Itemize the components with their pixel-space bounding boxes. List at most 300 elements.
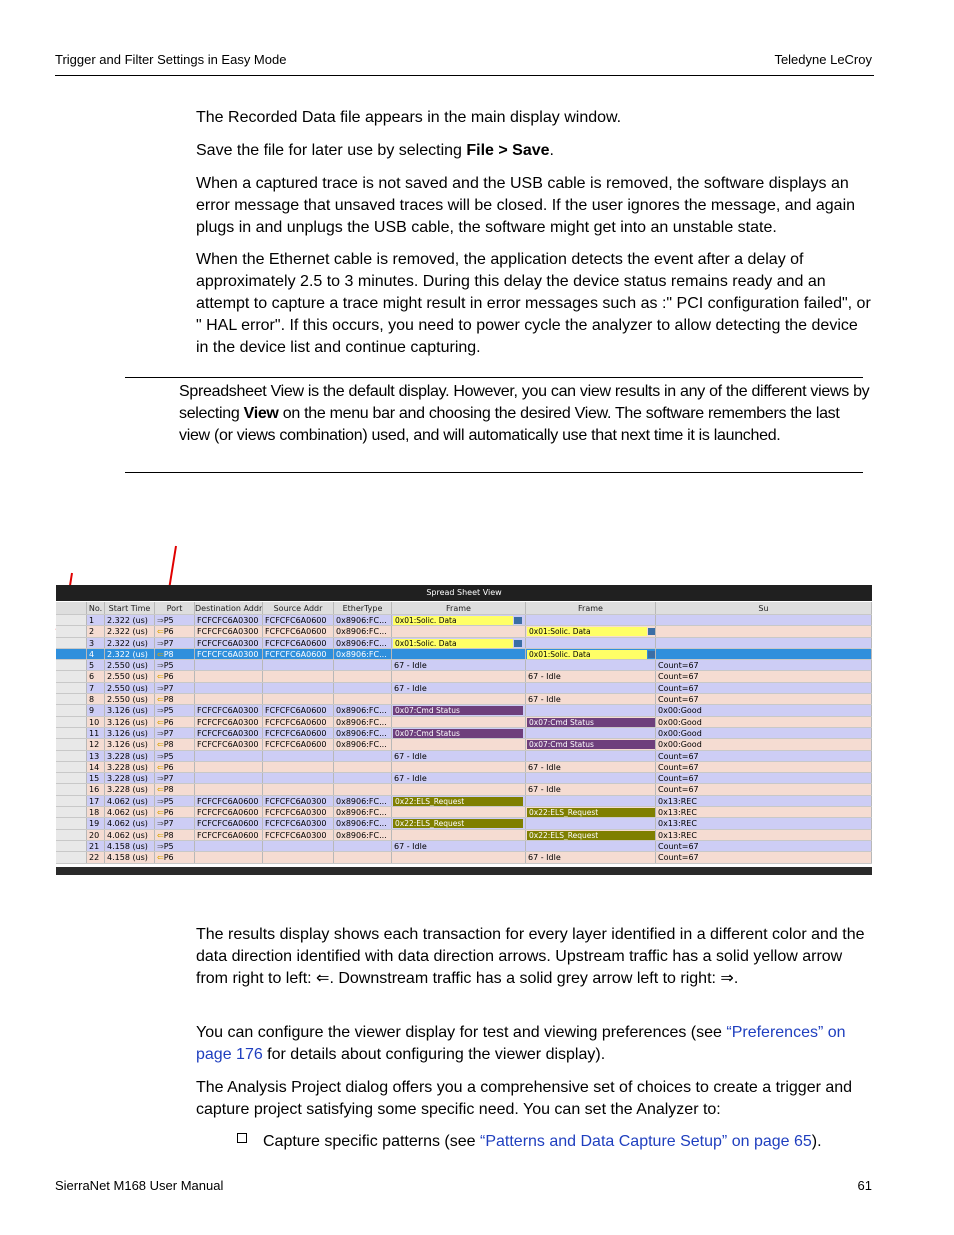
row-marker [56, 626, 87, 636]
upstream-arrow-icon: ⇐ [157, 740, 164, 750]
summary-cell: 0x00:Good [656, 728, 872, 738]
table-row[interactable] [56, 683, 872, 694]
destination-address: FCFCFC6A0600 [195, 807, 263, 817]
frame-cell [526, 852, 656, 862]
paragraph-recorded-data: The Recorded Data file appears in the main display window. [196, 109, 622, 126]
row-marker [56, 694, 87, 704]
packet-number: 9 [87, 705, 105, 715]
column-header[interactable]: Frame [526, 602, 656, 614]
frame-cell [392, 762, 526, 772]
frame-cell [392, 852, 526, 862]
table-row[interactable] [56, 852, 872, 863]
frame-cell [526, 649, 656, 659]
patterns-link[interactable]: “Patterns and Data Capture Setup” on page 65 [480, 1133, 812, 1150]
summary-cell [656, 638, 872, 648]
downstream-arrow-icon: ⇒ [157, 774, 164, 784]
row-marker [56, 807, 87, 817]
start-time: 3.228 (us) [105, 784, 155, 794]
packet-number: 17 [87, 796, 105, 806]
port-cell [155, 626, 195, 636]
destination-address [195, 751, 263, 761]
frame-cell [392, 784, 526, 794]
row-marker [56, 739, 87, 749]
frame-cell [392, 649, 526, 659]
destination-address [195, 683, 263, 693]
frame-cell [392, 818, 526, 828]
start-time: 2.550 (us) [105, 683, 155, 693]
table-row[interactable] [56, 717, 872, 728]
ether-type [334, 683, 392, 693]
port-cell [155, 773, 195, 783]
destination-address: FCFCFC6A0300 [195, 638, 263, 648]
frame-cell [526, 818, 656, 828]
port-label: P6 [163, 717, 174, 727]
frame-cell [392, 739, 526, 749]
spreadsheet-header-row [56, 602, 872, 615]
row-marker [56, 818, 87, 828]
summary-cell: Count=67 [656, 841, 872, 851]
row-marker [56, 728, 87, 738]
packet-number: 11 [87, 728, 105, 738]
destination-address: FCFCFC6A0300 [195, 626, 263, 636]
summary-cell: Count=67 [656, 683, 872, 693]
destination-address: FCFCFC6A0300 [195, 728, 263, 738]
table-row[interactable] [56, 626, 872, 637]
packet-number: 19 [87, 818, 105, 828]
port-cell [155, 751, 195, 761]
downstream-arrow-icon: ⇒ [157, 751, 164, 761]
ether-type [334, 694, 392, 704]
frame-cell [526, 762, 656, 772]
summary-cell: 0x13:REC [656, 807, 872, 817]
row-marker [56, 784, 87, 794]
frame-cell [392, 694, 526, 704]
start-time: 2.322 (us) [105, 649, 155, 659]
port-label: P7 [163, 774, 174, 784]
row-marker [56, 649, 87, 659]
start-time: 3.228 (us) [105, 751, 155, 761]
column-header-marker [56, 602, 87, 614]
summary-cell [656, 649, 872, 659]
destination-address [195, 762, 263, 772]
ether-type [334, 660, 392, 670]
port-cell [155, 739, 195, 749]
frame-cell [392, 841, 526, 851]
frame-cell [392, 796, 526, 806]
frame-tag[interactable]: 0x07:Cmd Status [527, 740, 656, 749]
port-label: P6 [163, 627, 174, 637]
table-row[interactable] [56, 784, 872, 795]
summary-cell: 0x00:Good [656, 717, 872, 727]
frame-cell [392, 717, 526, 727]
downstream-arrow-icon: ⇒ [157, 661, 164, 671]
start-time: 3.228 (us) [105, 762, 155, 772]
summary-cell [656, 615, 872, 625]
frame-cell [526, 683, 656, 693]
port-cell [155, 728, 195, 738]
upstream-arrow-icon: ⇐ [157, 830, 164, 840]
source-address [263, 841, 334, 851]
summary-cell: 0x00:Good [656, 705, 872, 715]
ether-type [334, 841, 392, 851]
port-label: P6 [163, 762, 174, 772]
expand-icon[interactable] [514, 640, 522, 647]
port-cell [155, 683, 195, 693]
packet-number: 5 [87, 660, 105, 670]
summary-cell: 0x13:REC [656, 818, 872, 828]
port-cell [155, 784, 195, 794]
source-address: FCFCFC6A0300 [263, 807, 334, 817]
column-header[interactable]: Source Addr [263, 602, 334, 614]
spreadsheet-grid [56, 602, 872, 864]
source-address: FCFCFC6A0600 [263, 728, 334, 738]
port-cell [155, 852, 195, 862]
packet-number: 3 [87, 638, 105, 648]
expand-icon[interactable] [648, 651, 656, 658]
frame-cell [526, 784, 656, 794]
running-header-title: Trigger and Filter Settings in Easy Mode [55, 52, 287, 67]
source-address: FCFCFC6A0600 [263, 615, 334, 625]
frame-cell [392, 705, 526, 715]
port-cell [155, 660, 195, 670]
row-marker [56, 751, 87, 761]
frame-cell [526, 830, 656, 840]
start-time: 4.158 (us) [105, 841, 155, 851]
port-label: P5 [163, 796, 174, 806]
ether-type: 0x8906:FC... [334, 728, 392, 738]
summary-cell: Count=67 [656, 694, 872, 704]
ether-type [334, 773, 392, 783]
destination-address [195, 660, 263, 670]
downstream-arrow-icon: ⇒ [157, 728, 164, 738]
paragraph-usb-cable: When a captured trace is not saved and the USB cable is removed, the software displays an error message that unsaved traces will be closed. If the user ignores the message, and again plugs in and unplugs the USB cable, the software might get into an unstable state. [196, 175, 856, 236]
frame-cell [392, 807, 526, 817]
ether-type: 0x8906:FC... [334, 739, 392, 749]
start-time: 4.062 (us) [105, 818, 155, 828]
column-header[interactable]: Start Time [105, 602, 155, 614]
summary-cell: 0x13:REC [656, 796, 872, 806]
frame-tag[interactable]: 0x07:Cmd Status [393, 729, 523, 738]
menu-path-file-save: File > Save [466, 142, 550, 159]
start-time: 4.062 (us) [105, 796, 155, 806]
destination-address: FCFCFC6A0300 [195, 649, 263, 659]
port-cell [155, 762, 195, 772]
port-cell [155, 638, 195, 648]
frame-cell [392, 671, 526, 681]
table-row[interactable] [56, 818, 872, 829]
ether-type [334, 852, 392, 862]
packet-number: 12 [87, 739, 105, 749]
source-address [263, 751, 334, 761]
start-time: 2.550 (us) [105, 660, 155, 670]
packet-number: 2 [87, 626, 105, 636]
ether-type: 0x8906:FC... [334, 638, 392, 648]
row-marker [56, 705, 87, 715]
destination-address [195, 694, 263, 704]
packet-number: 20 [87, 830, 105, 840]
preferences-link[interactable]: “Preferences” on page 176 [196, 1024, 846, 1063]
port-cell [155, 694, 195, 704]
summary-cell: Count=67 [656, 660, 872, 670]
source-address [263, 671, 334, 681]
frame-cell [392, 751, 526, 761]
start-time: 4.062 (us) [105, 830, 155, 840]
frame-cell [526, 615, 656, 625]
port-label: P7 [163, 728, 174, 738]
port-label: P7 [163, 638, 174, 648]
frame-tag[interactable]: 0x07:Cmd Status [393, 706, 523, 715]
source-address [263, 762, 334, 772]
frame-tag[interactable]: 67 - Idle [394, 661, 427, 671]
port-label: P8 [163, 830, 174, 840]
port-cell [155, 807, 195, 817]
spreadsheet-title-bar: Spread Sheet View [56, 585, 872, 601]
frame-tag[interactable]: 0x22:ELS_Request [393, 819, 523, 828]
table-row[interactable] [56, 841, 872, 852]
frame-tag[interactable]: 0x22:ELS_Request [527, 808, 656, 817]
source-address: FCFCFC6A0600 [263, 638, 334, 648]
frame-cell [526, 638, 656, 648]
destination-address: FCFCFC6A0300 [195, 705, 263, 715]
packet-number: 1 [87, 615, 105, 625]
frame-cell [392, 660, 526, 670]
upstream-arrow-icon: ⇐ [157, 649, 164, 659]
start-time: 3.126 (us) [105, 717, 155, 727]
ether-type: 0x8906:FC... [334, 830, 392, 840]
ether-type [334, 751, 392, 761]
frame-tag[interactable]: 67 - Idle [394, 774, 427, 784]
paragraph-results-display: The results display shows each transaction for every layer identified in a different color and the data direction identified with data direction arrows. Upstream traffic has a solid yellow arrow from right to left: ⇐. Downstream traffic has a solid grey arrow left to right: ⇒. [196, 926, 865, 987]
table-row[interactable] [56, 728, 872, 739]
packet-number: 8 [87, 694, 105, 704]
table-row[interactable] [56, 705, 872, 716]
frame-cell [526, 728, 656, 738]
ether-type: 0x8906:FC... [334, 717, 392, 727]
frame-tag[interactable]: 67 - Idle [528, 785, 561, 795]
bullet-capture-patterns: Capture specific patterns (see “Patterns and Data Capture Setup” on page 65). [263, 1133, 822, 1150]
start-time: 4.062 (us) [105, 807, 155, 817]
table-row[interactable] [56, 615, 872, 626]
table-row[interactable] [56, 660, 872, 671]
table-row[interactable] [56, 638, 872, 649]
frame-tag[interactable]: 0x22:ELS_Request [393, 797, 523, 806]
frame-tag[interactable]: 0x01:Solic. Data [393, 616, 513, 625]
frame-cell [526, 739, 656, 749]
source-address: FCFCFC6A0300 [263, 796, 334, 806]
start-time: 3.126 (us) [105, 739, 155, 749]
downstream-arrow-icon: ⇒ [157, 683, 164, 693]
upstream-arrow-icon: ⇐ [157, 717, 164, 727]
expand-icon[interactable] [648, 628, 656, 635]
column-header[interactable]: EtherType [334, 602, 392, 614]
frame-cell [526, 751, 656, 761]
upstream-arrow-icon: ⇐ [157, 695, 164, 705]
summary-cell: 0x00:Good [656, 739, 872, 749]
table-row[interactable] [56, 830, 872, 841]
start-time: 2.550 (us) [105, 671, 155, 681]
frame-cell [392, 615, 526, 625]
summary-cell: Count=67 [656, 784, 872, 794]
horizontal-scrollbar[interactable] [56, 867, 872, 875]
source-address: FCFCFC6A0600 [263, 649, 334, 659]
row-marker [56, 660, 87, 670]
port-label: P8 [163, 649, 174, 659]
column-header[interactable]: Port [155, 602, 195, 614]
paragraph-analysis-project: The Analysis Project dialog offers you a comprehensive set of choices to create a trigger and capture project satisfying some specific need. You can set the Analyzer to: [196, 1079, 853, 1118]
ether-type: 0x8906:FC... [334, 807, 392, 817]
start-time: 2.322 (us) [105, 638, 155, 648]
ether-type: 0x8906:FC... [334, 615, 392, 625]
port-cell [155, 671, 195, 681]
frame-tag[interactable]: 0x22:ELS_Request [527, 831, 656, 840]
frame-cell [526, 660, 656, 670]
ether-type: 0x8906:FC... [334, 705, 392, 715]
source-address: FCFCFC6A0600 [263, 739, 334, 749]
ether-type [334, 784, 392, 794]
frame-tag[interactable]: 0x01:Solic. Data [393, 639, 513, 648]
table-row[interactable] [56, 694, 872, 705]
table-row[interactable] [56, 649, 872, 660]
table-row[interactable] [56, 796, 872, 807]
upstream-arrow-icon: ⇐ [157, 762, 164, 772]
summary-cell [656, 626, 872, 636]
frame-cell [526, 671, 656, 681]
source-address [263, 694, 334, 704]
column-header[interactable]: Destination Addr [195, 604, 263, 613]
packet-number: 15 [87, 773, 105, 783]
paragraph-configure-viewer: You can configure the viewer display for test and viewing preferences (see “Preferences” on page 176 for details about configuring the viewer display). [196, 1024, 846, 1063]
frame-tag[interactable]: 67 - Idle [394, 683, 427, 693]
summary-cell: Count=67 [656, 773, 872, 783]
running-header-company: Teledyne LeCroy [774, 52, 872, 67]
start-time: 3.126 (us) [105, 705, 155, 715]
summary-cell: Count=67 [656, 762, 872, 772]
upstream-arrow-icon: ⇐ [157, 627, 164, 637]
destination-address [195, 671, 263, 681]
destination-address [195, 784, 263, 794]
port-label: P5 [163, 706, 174, 716]
row-marker [56, 796, 87, 806]
destination-address: FCFCFC6A0600 [195, 818, 263, 828]
view-menu-term: View [243, 405, 279, 422]
frame-cell [526, 705, 656, 715]
ether-type [334, 671, 392, 681]
port-label: P8 [163, 740, 174, 750]
summary-cell: Count=67 [656, 852, 872, 862]
paragraph-ethernet-cable: When the Ethernet cable is removed, the application detects the event after a delay of approximately 2.5 to 3 minutes. During this delay the device status remains ready and an attempt to capture a trace might result in error messages such as :" PCI configuration failed", or " HAL error". If this occurs, you need to power cycle the analyzer to allow detecting the device in the device list and continue capturing. [196, 251, 871, 356]
frame-tag[interactable]: 0x01:Solic. Data [527, 650, 647, 659]
source-address: FCFCFC6A0300 [263, 830, 334, 840]
source-address [263, 852, 334, 862]
port-label: P8 [163, 695, 174, 705]
frame-cell [392, 638, 526, 648]
row-marker [56, 762, 87, 772]
downstream-arrow-icon: ⇒ [157, 638, 164, 648]
frame-cell [392, 626, 526, 636]
table-row[interactable] [56, 671, 872, 682]
frame-tag[interactable]: 67 - Idle [528, 762, 561, 772]
destination-address: FCFCFC6A0300 [195, 615, 263, 625]
upstream-arrow-icon: ⇐ [157, 785, 164, 795]
port-label: P6 [163, 808, 174, 818]
row-marker [56, 717, 87, 727]
paragraph-save-file: Save the file for later use by selecting File > Save. [196, 142, 554, 159]
ether-type: 0x8906:FC... [334, 649, 392, 659]
port-label: P7 [163, 819, 174, 829]
frame-tag[interactable]: 67 - Idle [528, 672, 561, 682]
row-marker [56, 638, 87, 648]
start-time: 2.550 (us) [105, 694, 155, 704]
frame-cell [526, 717, 656, 727]
table-row[interactable] [56, 762, 872, 773]
table-row[interactable] [56, 751, 872, 762]
frame-tag[interactable]: 67 - Idle [528, 695, 561, 705]
destination-address: FCFCFC6A0300 [195, 717, 263, 727]
frame-tag[interactable]: 0x07:Cmd Status [527, 718, 656, 727]
destination-address: FCFCFC6A0600 [195, 796, 263, 806]
packet-number: 4 [87, 649, 105, 659]
downstream-arrow-icon: ⇒ [157, 796, 164, 806]
packet-number: 6 [87, 671, 105, 681]
start-time: 3.126 (us) [105, 728, 155, 738]
upstream-arrow-icon: ⇐ [157, 672, 164, 682]
column-header[interactable]: No. [87, 602, 105, 614]
column-header[interactable]: Su [656, 602, 872, 614]
frame-tag[interactable]: 67 - Idle [394, 841, 427, 851]
table-row[interactable] [56, 773, 872, 784]
packet-number: 14 [87, 762, 105, 772]
source-address [263, 784, 334, 794]
downstream-arrow-icon: ⇒ [157, 819, 164, 829]
packet-number: 18 [87, 807, 105, 817]
column-header[interactable]: Frame [392, 602, 526, 614]
port-cell [155, 705, 195, 715]
start-time: 4.158 (us) [105, 852, 155, 862]
frame-cell [526, 773, 656, 783]
port-cell [155, 830, 195, 840]
row-marker [56, 683, 87, 693]
frame-cell [392, 773, 526, 783]
expand-icon[interactable] [514, 617, 522, 624]
frame-cell [526, 807, 656, 817]
table-row[interactable] [56, 739, 872, 750]
frame-cell [526, 841, 656, 851]
destination-address: FCFCFC6A0600 [195, 830, 263, 840]
port-label: P5 [163, 661, 174, 671]
ether-type: 0x8906:FC... [334, 796, 392, 806]
source-address: FCFCFC6A0600 [263, 717, 334, 727]
source-address: FCFCFC6A0300 [263, 818, 334, 828]
frame-tag[interactable]: 67 - Idle [394, 751, 427, 761]
source-address: FCFCFC6A0600 [263, 705, 334, 715]
packet-number: 16 [87, 784, 105, 794]
frame-cell [526, 694, 656, 704]
frame-tag[interactable]: 67 - Idle [528, 853, 561, 863]
frame-tag[interactable]: 0x01:Solic. Data [527, 627, 647, 636]
frame-cell [392, 728, 526, 738]
packet-number: 21 [87, 841, 105, 851]
port-label: P7 [163, 683, 174, 693]
summary-cell: Count=67 [656, 671, 872, 681]
port-cell [155, 818, 195, 828]
start-time: 2.322 (us) [105, 615, 155, 625]
note-spreadsheet-view: Spreadsheet View is the default display. However, you can view results in any of the different views by selecting View on the menu bar and choosing the desired View. The software remembers the last view (or views combination) used, and will automatically use that next time it is launched. [179, 383, 870, 444]
table-row[interactable] [56, 807, 872, 818]
downstream-arrow-icon: ⇒ [157, 841, 164, 851]
source-address [263, 660, 334, 670]
row-marker [56, 852, 87, 862]
port-cell [155, 841, 195, 851]
